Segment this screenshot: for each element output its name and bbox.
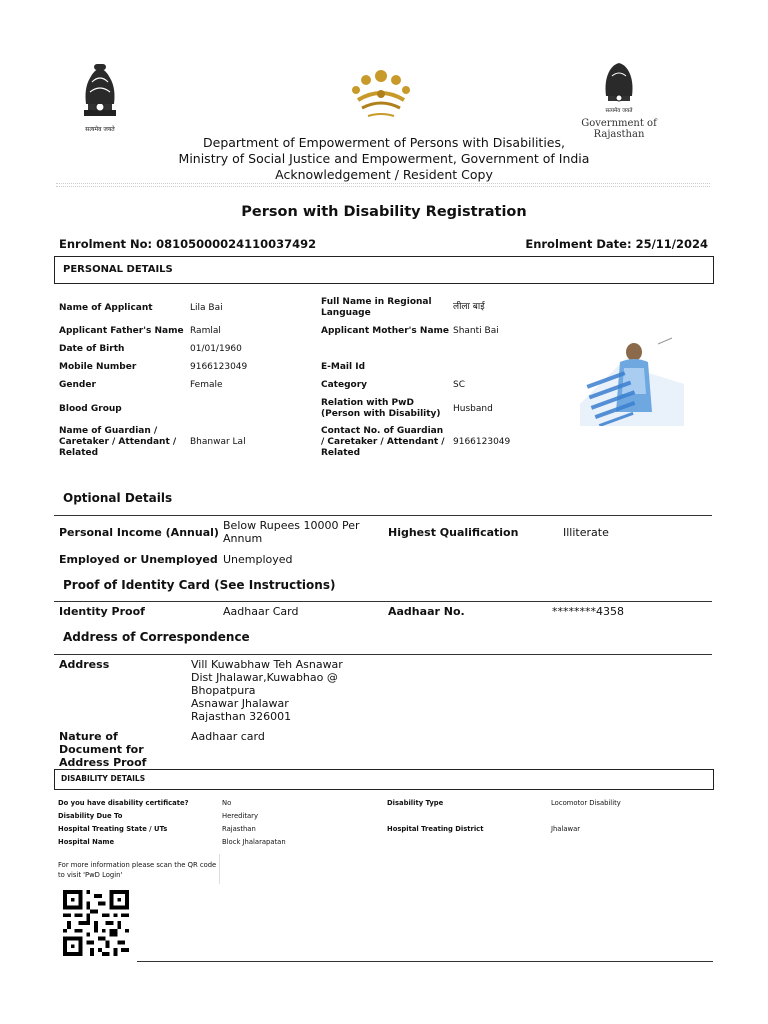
field-label: Blood Group bbox=[59, 404, 122, 414]
field-label: Category bbox=[321, 380, 368, 390]
divider bbox=[56, 186, 710, 187]
field-label: Mobile Number bbox=[59, 362, 137, 372]
field-label: Disability Due To bbox=[58, 812, 123, 820]
field-label: Hospital Name bbox=[58, 838, 115, 846]
field-value: Below Rupees 10000 Per Annum bbox=[223, 519, 360, 545]
qr-code[interactable] bbox=[62, 890, 130, 956]
section-title: Proof of Identity Card (See Instructions) bbox=[63, 578, 336, 592]
address-line: Dist Jhalawar,Kuwabhao @ bbox=[191, 671, 338, 684]
field-value: Bhanwar Lal bbox=[190, 437, 246, 447]
dept-line-3: Acknowledgement / Resident Copy bbox=[275, 167, 493, 182]
field-value: No bbox=[222, 799, 232, 807]
field-label: Do you have disability certificate? bbox=[58, 799, 189, 807]
personal-details-header bbox=[54, 256, 714, 284]
field-value: Lila Bai bbox=[190, 303, 223, 313]
field-label: Applicant Father's Name bbox=[59, 326, 184, 336]
enrolment-number: Enrolment No: 08105000024110037492 bbox=[59, 237, 317, 251]
disability-details-header bbox=[54, 769, 714, 790]
divider bbox=[54, 654, 712, 655]
field-value: Block Jhalarapatan bbox=[222, 838, 286, 846]
field-label: Disability Type bbox=[387, 799, 444, 807]
field-value: Aadhaar card bbox=[191, 730, 265, 743]
field-label: Aadhaar No. bbox=[388, 605, 465, 618]
field-label: Date of Birth bbox=[59, 344, 125, 354]
field-value: Rajasthan bbox=[222, 825, 256, 833]
field-label: Name of Applicant bbox=[59, 303, 153, 313]
section-title: PERSONAL DETAILS bbox=[63, 264, 173, 275]
rajasthan-government-logo bbox=[556, 56, 682, 140]
address-line: Vill Kuwabhaw Teh Asnawar bbox=[191, 658, 343, 671]
field-label: Employed or Unemployed bbox=[59, 553, 218, 566]
address-line: Rajasthan 326001 bbox=[191, 710, 292, 723]
divider bbox=[56, 183, 710, 184]
enrolment-date: Enrolment Date: 25/11/2024 bbox=[525, 237, 708, 251]
field-value: 01/01/1960 bbox=[190, 344, 242, 354]
field-value: Female bbox=[190, 380, 223, 390]
field-value: 9166123049 bbox=[190, 362, 248, 372]
government-of-rajasthan-text: Government of Rajasthan bbox=[581, 118, 657, 140]
applicant-photo bbox=[580, 334, 684, 426]
bottom-rule bbox=[137, 961, 713, 962]
field-label: Personal Income (Annual) bbox=[59, 526, 219, 539]
field-value: Shanti Bai bbox=[453, 326, 499, 336]
field-value: Jhalawar bbox=[551, 825, 581, 833]
emblem-caption: सत्यमेव जयते bbox=[605, 108, 633, 114]
india-emblem-logo bbox=[72, 58, 128, 134]
field-label: E-Mail Id bbox=[321, 362, 366, 372]
address-value bbox=[191, 658, 343, 723]
field-value: Unemployed bbox=[223, 553, 293, 566]
field-label: Contact No. of Guardian / Caretaker / Attendant / Related bbox=[321, 426, 445, 458]
field-label: Applicant Mother's Name bbox=[321, 326, 449, 336]
field-value: Husband bbox=[453, 404, 493, 414]
page-title: Person with Disability Registration bbox=[241, 204, 527, 220]
address-line: Bhopatpura bbox=[191, 684, 256, 697]
field-label: Hospital Treating State / UTs bbox=[58, 825, 168, 833]
field-value: Hereditary bbox=[222, 812, 258, 820]
sugamya-logo bbox=[344, 60, 418, 122]
field-label: Name of Guardian / Caretaker / Attendant / Related bbox=[59, 426, 177, 458]
field-value: Ramlal bbox=[190, 326, 221, 336]
dept-line-1: Department of Empowerment of Persons with Disabilities, bbox=[203, 135, 565, 150]
emblem-caption: सत्यमेव जयते bbox=[85, 126, 115, 133]
field-value: 9166123049 bbox=[453, 437, 511, 447]
field-value: Aadhaar Card bbox=[223, 605, 299, 618]
field-value: Locomotor Disability bbox=[551, 799, 621, 807]
section-title: Optional Details bbox=[63, 491, 173, 505]
field-label: Gender bbox=[59, 380, 96, 390]
field-value: Illiterate bbox=[563, 526, 609, 539]
qr-divider bbox=[219, 854, 220, 884]
section-title: DISABILITY DETAILS bbox=[61, 774, 146, 783]
field-value: लीला बाई bbox=[453, 302, 485, 312]
field-label: Relation with PwD (Person with Disability) bbox=[321, 398, 441, 419]
section-title: Address of Correspondence bbox=[63, 630, 250, 644]
qr-note: For more information please scan the QR code to visit 'PwD Login' bbox=[58, 861, 217, 879]
field-label: Identity Proof bbox=[59, 605, 145, 618]
field-value: SC bbox=[453, 380, 465, 390]
field-label: Hospital Treating District bbox=[387, 825, 484, 833]
field-value: ********4358 bbox=[552, 605, 624, 618]
department-heading bbox=[0, 135, 768, 183]
divider bbox=[54, 601, 712, 602]
field-label: Highest Qualification bbox=[388, 526, 519, 539]
field-label: Address bbox=[59, 658, 110, 671]
address-line: Asnawar Jhalawar bbox=[191, 697, 289, 710]
dept-line-2: Ministry of Social Justice and Empowerment, Government of India bbox=[178, 151, 590, 166]
divider bbox=[54, 515, 712, 516]
field-label: Nature of Document for Address Proof bbox=[59, 730, 147, 769]
field-label: Full Name in Regional Language bbox=[321, 297, 432, 318]
